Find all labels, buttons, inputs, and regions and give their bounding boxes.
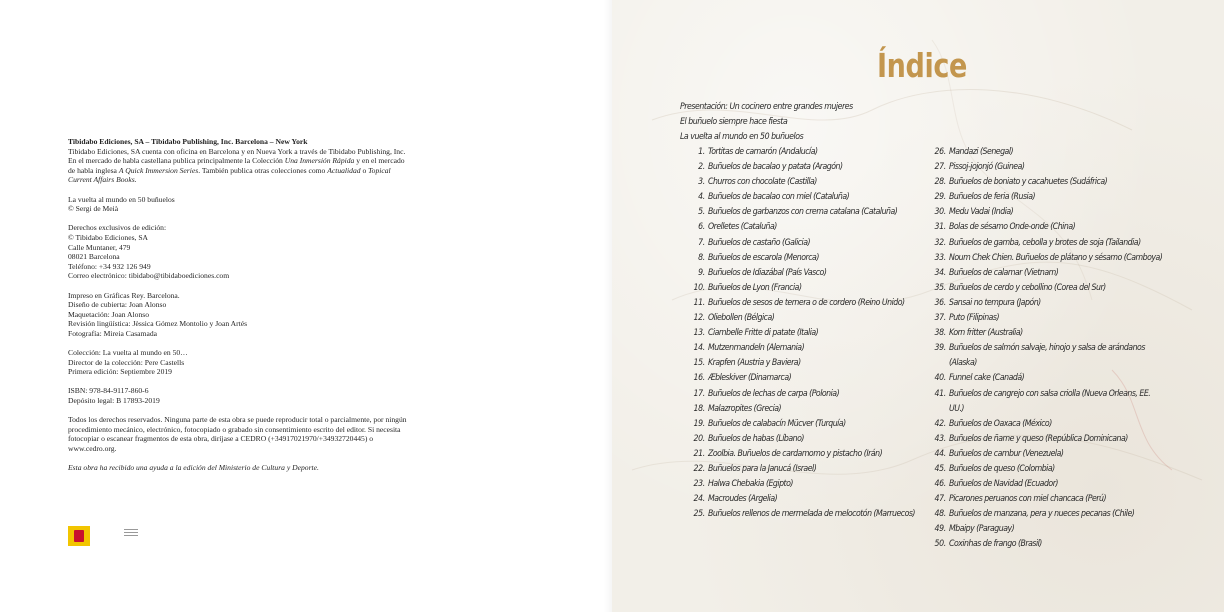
index-entry: 48. Buñuelos de manzana, pera y nueces pecanas (Chile) (934, 509, 1135, 520)
rights-line: Derechos exclusivos de edición: (68, 223, 167, 233)
index-entry: 13. Ciambelle Fritte di patate (Italia) (693, 328, 819, 339)
index-entry: 33. Noum Chek Chien. Buñuelos de plátano y sésamo (Camboya) (934, 252, 1163, 263)
index-entry: 10. Buñuelos de Lyon (Francia) (693, 282, 802, 293)
index-entry: 1. Tortitas de camarón (Andalucía) (698, 147, 818, 157)
page-gutter (604, 0, 612, 612)
colophon (68, 137, 413, 473)
index-entry: 19. Buñuelos de calabacín Mücver (Turquía) (693, 418, 846, 429)
collection-line: Director de la colección: Pere Castells (68, 357, 185, 367)
index-entry: 38. Korn fritter (Australia) (934, 328, 1023, 339)
credit-line: Diseño de cubierta: Joan Alonso (68, 300, 167, 310)
index-entry: 40. Funnel cake (Canadá) (934, 373, 1025, 384)
rights-line: © Tibidabo Ediciones, SA (68, 232, 149, 242)
legal-deposit: Depósito legal: B 17893-2019 (68, 396, 160, 406)
collection-block (68, 348, 413, 377)
rights-line: Correo electrónico: tibidabo@tibidaboediciones.com (68, 271, 230, 281)
index-entry: 4. Buñuelos de bacalao con miel (Cataluña) (698, 192, 850, 203)
index-entry: 29. Buñuelos de feria (Rusia) (934, 192, 1036, 203)
credit-line: Revisión lingüística: Jèssica Gómez Montolio y Joan Artés (68, 319, 248, 329)
index-entry: 16. Æbleskiver (Dinamarca) (693, 373, 792, 384)
index-entry: 30. Medu Vadai (India) (934, 207, 1014, 218)
index-entry: 27. Pissoj-jojonjó (Guinea) (934, 162, 1025, 173)
rights-line: Calle Muntaner, 479 (68, 242, 131, 252)
index-entry: 20. Buñuelos de habas (Líbano) (693, 433, 804, 444)
index-entry: 26. Mandazi (Senegal) (934, 147, 1014, 157)
index-entry: 44. Buñuelos de cambur (Venezuela) (934, 448, 1064, 459)
credits-block (68, 291, 413, 339)
publisher-header: Tibidabo Ediciones, SA – Tibidabo Publishing, Inc. Barcelona – New York (68, 137, 308, 146)
spain-coat-of-arms-icon (68, 526, 90, 546)
index-intro-item: Presentación: Un cocinero entre grandes mujeres (680, 102, 853, 112)
index-entry: 43. Buñuelos de ñame y queso (República Dominicana) (934, 433, 1128, 444)
credit-line: Fotografía: Mireia Casamada (68, 328, 157, 338)
publisher-about: Tibidabo Ediciones, SA cuenta con oficina en Barcelona y en Nueva York a través de Tibidabo Publishing, Inc. En el mercado de habla castellana publica principalmente la Colección Una Inmersión Rápida y en el mercado de habla inglesa A Quick Immersion Series. También publica otras colecciones como Actualidad o Topical Current Affairs Books. (68, 146, 406, 185)
index-entry: 24. Macroudes (Argelia) (693, 494, 778, 505)
index-column-left (680, 145, 928, 522)
index-entry: 47. Picarones peruanos con miel chancaca (Perú) (934, 494, 1107, 505)
index-entry: 45. Buñuelos de queso (Colombia) (934, 463, 1055, 474)
index-entry: 5. Buñuelos de garbanzos con crema catalana (Cataluña) (698, 207, 898, 218)
index-title: Índice (877, 46, 967, 85)
index-entry: 41. Buñuelos de cangrejo con salsa criolla (Nueva Orleans, EE. UU.) (934, 388, 1151, 414)
collection-line: Primera edición: Septiembre 2019 (68, 367, 172, 377)
index-entry: 14. Mutzenmandeln (Alemania) (693, 343, 805, 354)
rights-block (68, 223, 413, 281)
index-entry: 36. Sansai no tempura (Japón) (934, 297, 1041, 308)
index-intro (680, 100, 930, 145)
rights-line: 08021 Barcelona (68, 252, 120, 262)
index-entry: 7. Buñuelos de castaño (Galicia) (698, 237, 811, 248)
credit-line: Impreso en Gráficas Rey. Barcelona. (68, 290, 180, 300)
index-column-right (916, 145, 1164, 553)
index-entry: 39. Buñuelos de salmón salvaje, hinojo y salsa de arándanos (Alaska) (934, 343, 1145, 369)
index-entry: 18. Malazropites (Grecia) (693, 403, 782, 414)
index-entry: 15. Krapfen (Austria y Baviera) (693, 358, 801, 369)
copyright-notice: Todos los derechos reservados. Ninguna parte de esta obra se puede reproducir total o parcialmente, por ningún procedimiento mecánico, electrónico, fotocopiado o grabado sin consentimiento escrito del editor. Si necesita fotocopiar o escanear fragmentos de esta obra, diríjase a CEDRO (+34917021970/+34932720445) o www.cedro.org. (68, 415, 407, 453)
index-entry: 8. Buñuelos de escarola (Menorca) (698, 252, 819, 263)
legal-block (68, 386, 413, 405)
index-entry: 23. Halwa Chebakia (Egipto) (693, 479, 793, 490)
index-entry: 25. Buñuelos rellenos de mermelada de melocotón (Marruecos) (693, 509, 915, 520)
index-entry: 11. Buñuelos de sesos de ternera o de cordero (Reino Unido) (693, 297, 905, 308)
rights-line: Teléfono: +34 932 126 949 (68, 261, 151, 271)
index-entry: 28. Buñuelos de boniato y cacahuetes (Sudáfrica) (934, 177, 1108, 188)
index-entry: 34. Buñuelos de calamar (Vietnam) (934, 267, 1059, 278)
index-entry: 6. Orelletes (Cataluña) (698, 222, 777, 233)
author-copyright: © Sergi de Meià (68, 204, 119, 214)
index-entry: 31. Bolas de sésamo Onde-onde (China) (934, 222, 1076, 233)
credit-line: Maquetación: Joan Alonso (68, 309, 149, 319)
collection-line: Colección: La vuelta al mundo en 50… (68, 348, 188, 358)
index-entry: 35. Buñuelos de cerdo y cebollino (Corea del Sur) (934, 282, 1106, 293)
index-entry: 32. Buñuelos de gamba, cebolla y brotes de soja (Tailandia) (934, 237, 1141, 248)
index-entry: 3. Churros con chocolate (Castilla) (698, 177, 817, 188)
index-entry: 46. Buñuelos de Navidad (Ecuador) (934, 479, 1058, 490)
index-entry: 42. Buñuelos de Oaxaca (México) (934, 418, 1052, 429)
index-entry: 17. Buñuelos de lechas de carpa (Polonia) (693, 388, 840, 399)
isbn: ISBN: 978-84-9117-860-6 (68, 386, 149, 396)
index-entry: 49. Mbaipy (Paraguay) (934, 524, 1015, 535)
ministry-logo-lines (124, 529, 138, 538)
index-entry: 37. Puto (Filipinas) (934, 313, 1000, 324)
index-intro-item: El buñuelo siempre hace fiesta (680, 117, 788, 128)
index-entry: 50. Coxinhas de frango (Brasil) (934, 539, 1042, 550)
index-entry: 2. Buñuelos de bacalao y patata (Aragón) (698, 162, 843, 173)
book-title: La vuelta al mundo en 50 buñuelos (68, 194, 175, 204)
ministry-seal (68, 526, 138, 546)
index-entry: 12. Oliebollen (Bélgica) (693, 313, 775, 324)
index-entry: 22. Buñuelos para la Janucá (Israel) (693, 463, 817, 474)
index-entry: 9. Buñuelos de Idiazábal (País Vasco) (698, 267, 827, 278)
support-note: Esta obra ha recibido una ayuda a la edición del Ministerio de Cultura y Deporte. (68, 463, 319, 473)
index-entry: 21. Zoolbia. Buñuelos de cardamomo y pistacho (Irán) (693, 448, 883, 459)
index-intro-item: La vuelta al mundo en 50 buñuelos (680, 132, 804, 143)
